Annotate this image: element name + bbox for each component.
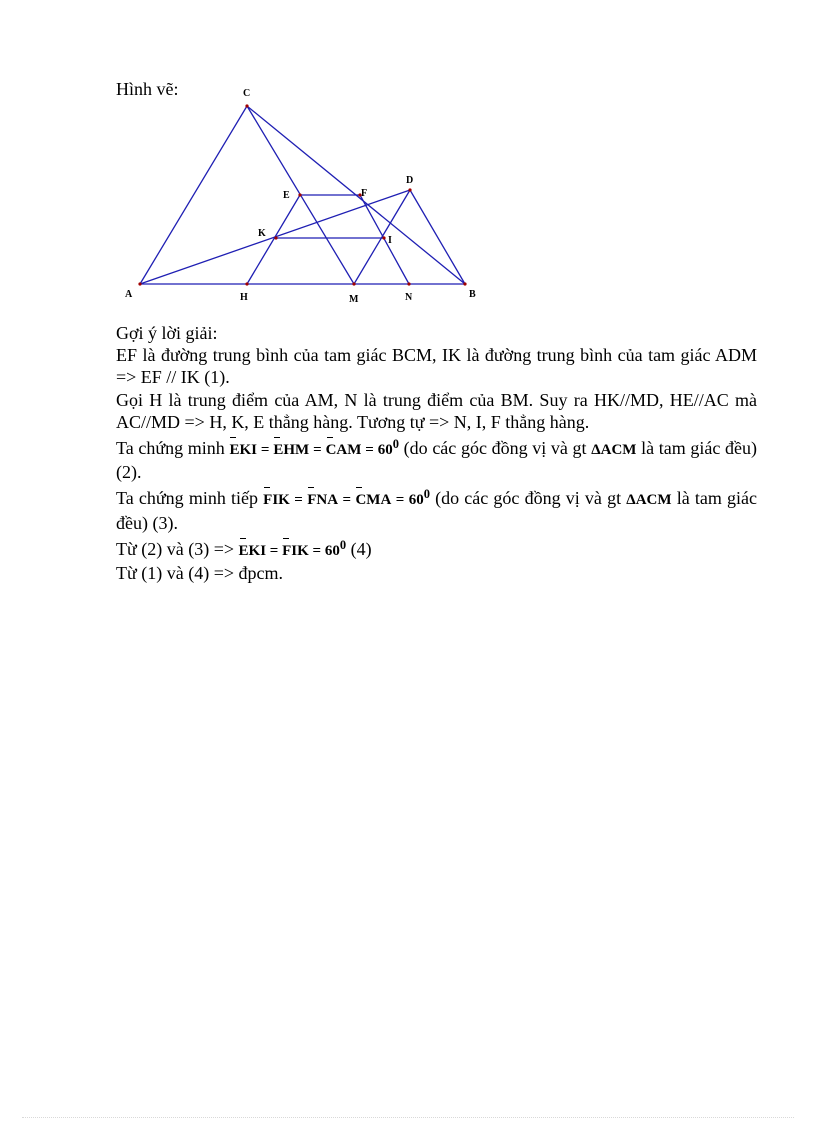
geometry-figure — [116, 80, 496, 310]
label-A: A — [125, 289, 133, 300]
paragraph-2: Gọi H là trung điểm của AM, N là trung điểm của BM. Suy ra HK//MD, HE//AC mà AC//MD => H, K, E thẳng hàng. Tương tự => N, I, F thẳng hàng. — [116, 389, 757, 432]
figure-intro: Hình vẽ: — [116, 79, 179, 99]
label-H: H — [240, 292, 248, 303]
angle-equation-3: EKI = FIK = $60^0$ — [239, 543, 347, 559]
point-A — [138, 282, 141, 285]
label-C: C — [243, 88, 251, 99]
paragraph-6: Từ (1) và (4) => đpcm. — [116, 563, 284, 584]
label-M: M — [349, 294, 359, 305]
label-D: D — [406, 175, 414, 186]
paragraph-5: Từ (2) và (3) => EKI = FIK = $60^0$ (4) — [116, 534, 757, 562]
angle-equation-1: EKI = EHM = CAM = $60^0$ — [229, 442, 399, 458]
point-K — [274, 236, 277, 239]
point-H — [245, 282, 248, 285]
paragraph-1: EF là đường trung bình của tam giác BCM, IK là đường trung bình của tam giác ADM => EF // IK (1). — [116, 345, 757, 388]
point-I — [382, 236, 385, 239]
label-F: F — [361, 188, 368, 199]
solution-heading: Gợi ý lời giải: — [116, 323, 218, 343]
solution-text — [116, 322, 757, 584]
point-E — [298, 193, 301, 196]
segment-AC — [140, 106, 247, 284]
page-bottom-rule — [22, 1117, 794, 1118]
point-N — [407, 282, 410, 285]
paragraph-4: Ta chứng minh tiếp FIK = FNA = CMA = $60^0$ (do các góc đồng vị và gt ΔACM là tam giác đều) (3). — [116, 487, 757, 533]
angle-equation-2: FIK = FNA = CMA = $60^0$ — [263, 492, 430, 508]
geometry-diagram — [116, 80, 496, 310]
paragraph-3: Ta chứng minh EKI = EHM = CAM = $60^0$ (do các góc đồng vị và gt ΔACM là tam giác đều) (2). — [116, 437, 758, 483]
label-E: E — [283, 190, 290, 201]
segment-DB — [410, 190, 465, 284]
point-D — [408, 188, 411, 191]
label-I: I — [388, 235, 392, 246]
triangle-acm-2: ΔACM — [626, 492, 672, 509]
point-B — [463, 282, 466, 285]
segment-HE — [247, 195, 300, 284]
label-K: K — [258, 228, 266, 239]
figure-lines — [140, 106, 465, 284]
point-M — [352, 282, 355, 285]
label-N: N — [405, 292, 413, 303]
label-B: B — [469, 289, 476, 300]
triangle-acm: ΔACM — [591, 442, 637, 459]
point-C — [245, 104, 248, 107]
